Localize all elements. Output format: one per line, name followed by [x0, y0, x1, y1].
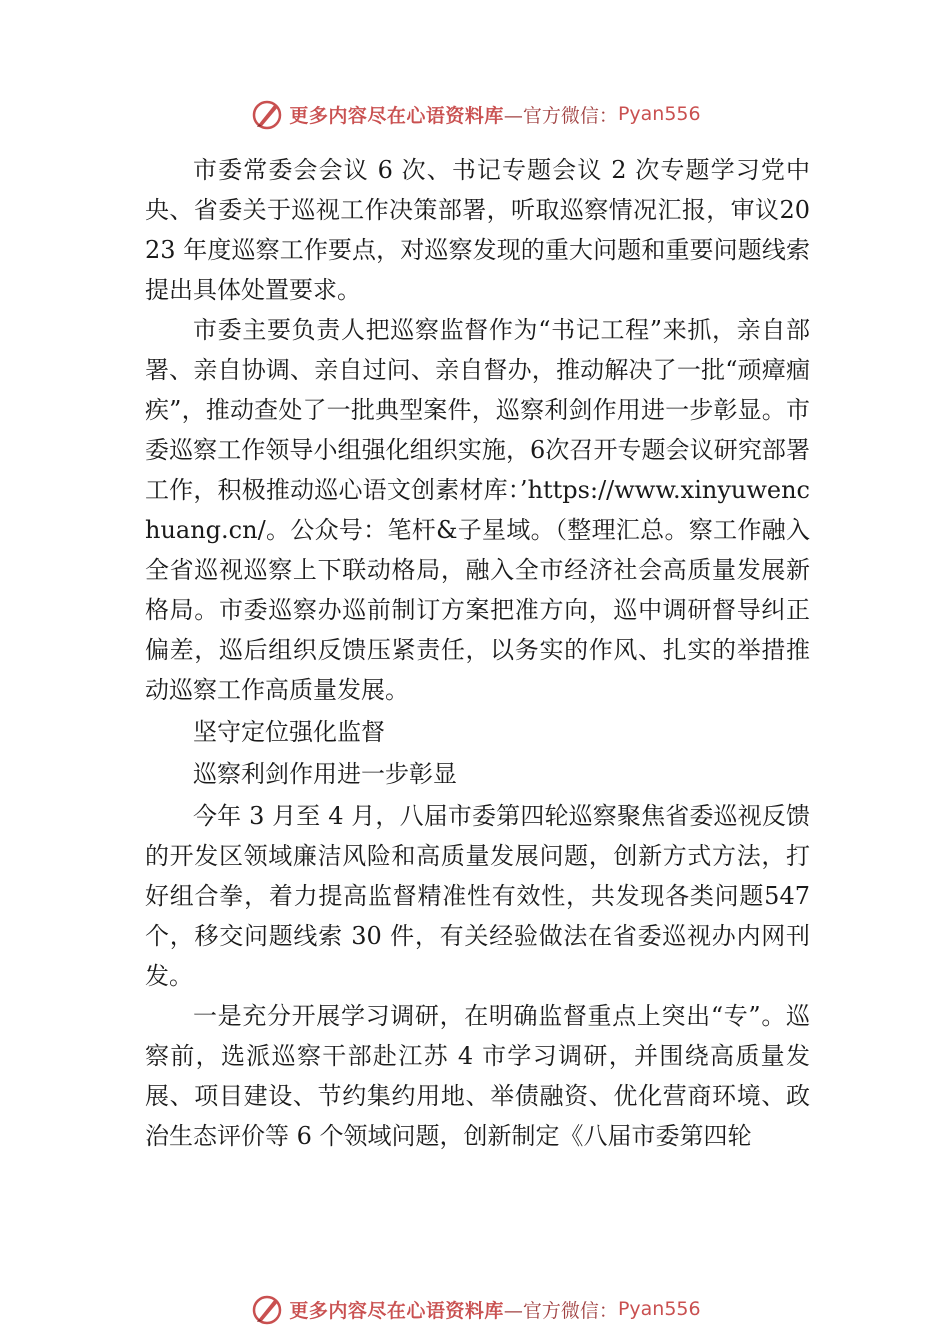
quill-logo-icon	[249, 1291, 285, 1327]
watermark-wechat-id: Pyan556	[617, 103, 701, 125]
paragraph-research: 一是充分开展学习调研，在明确监督重点上突出“专”。巡察前，选派巡察干部赴江苏 4 市学习调研，并围绕高质量发展、项目建设、节约集约用地、举债融资、优化营商环境、政治生态评价等 6 个领域问题，创新制定《八届市委第四轮	[145, 1002, 810, 1150]
watermark-suffix: —官方微信：	[503, 104, 618, 127]
watermark-footer	[0, 1289, 950, 1329]
section-subheading: 巡察利剑作用进一步彰显	[193, 760, 457, 788]
paragraph-leadership: 市委主要负责人把巡察监督作为“书记工程”来抓，亲自部署、亲自协调、亲自过问、亲自督办，推动解决了一批“顽瘴痼疾”，推动查处了一批典型案件，巡察利剑作用进一步彰显。市委巡察工作领导小组强化组织实施，6次召开专题会议研究部署工作，积极推动巡心语文创素材库：’https://www.xinyuwenchuang.cn/。公众号：笔杆&子星域。（整理汇总。察工作融入全省巡视巡察上下联动格局，融入全市经济社会高质量发展新格局。市委巡察办巡前制订方案把准方向，巡中调研督导纠正偏差，巡后组织反馈压紧责任，以务实的作风、扎实的举措推动巡察工作高质量发展。	[145, 316, 810, 704]
paragraph-meetings: 市委常委会会议 6 次、书记专题会议 2 次专题学习党中央、省委关于巡视工作决策部署，听取巡察情况汇报，审议2023 年度巡察工作要点，对巡察发现的重大问题和重要问题线索提出具体处置要求。	[145, 156, 810, 304]
watermark-text: 更多内容尽在心语资料库	[289, 104, 504, 127]
section-heading: 坚守定位强化监督	[193, 718, 385, 746]
watermark-text: 更多内容尽在心语资料库	[289, 1299, 504, 1322]
quill-logo-icon	[249, 96, 285, 132]
watermark-suffix: —官方微信：	[503, 1299, 618, 1322]
document-body	[145, 150, 810, 1156]
watermark-wechat-id: Pyan556	[617, 1298, 701, 1320]
paragraph-fourth-round: 今年 3 月至 4 月，八届市委第四轮巡察聚焦省委巡视反馈的开发区领域廉洁风险和高质量发展问题，创新方式方法，打好组合拳，着力提高监督精准性有效性，共发现各类问题547 个，移交问题线索 30 件，有关经验做法在省委巡视办内网刊发。	[145, 802, 810, 990]
watermark-header	[0, 94, 950, 134]
